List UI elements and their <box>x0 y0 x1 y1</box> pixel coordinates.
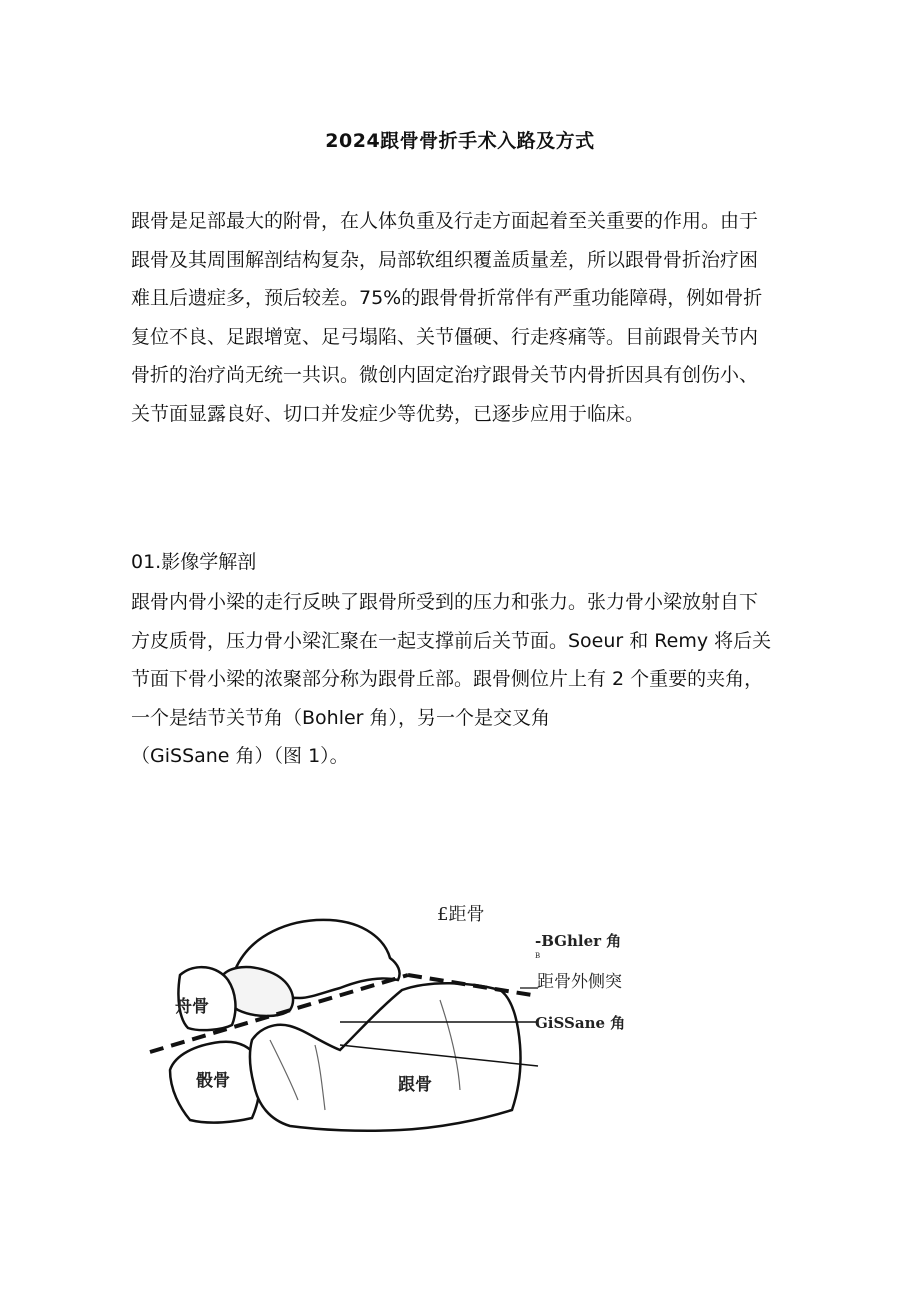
text-line: 方皮质骨，压力骨小梁汇聚在一起支撑前后关节面。Soeur 和 Remy 将后关 <box>131 629 772 652</box>
text-line: 关节面显露良好、切口并发症少等优势，已逐步应用于临床。 <box>131 402 645 425</box>
label-talus: £距骨 <box>437 904 485 925</box>
label-b-mark: B <box>535 952 541 960</box>
intro-paragraph <box>131 202 811 433</box>
label-navicular: 舟骨 <box>175 997 209 1017</box>
label-calcaneus: 跟骨 <box>398 1075 432 1095</box>
text-line: 复位不良、足跟增宽、足弓塌陷、关节僵硬、行走疼痛等。目前跟骨关节内 <box>131 325 759 348</box>
text-line: 跟骨内骨小梁的走行反映了跟骨所受到的压力和张力。张力骨小梁放射自下 <box>131 591 759 613</box>
text-line: 一个是结节关节角（Bohler 角），另一个是交叉角 <box>131 706 551 729</box>
label-lateral-process: 距骨外侧突 <box>537 972 622 992</box>
text-line: （GiSSane 角）（图 1）。 <box>131 745 349 767</box>
text-line: 难且后遗症多，预后较差。75%的跟骨骨折常伴有严重功能障碍，例如骨折 <box>131 287 763 309</box>
calcaneus-figure <box>140 880 660 1140</box>
text-line: 跟骨及其周围解剖结构复杂，局部软组织覆盖质量差，所以跟骨骨折治疗困 <box>131 248 759 271</box>
label-gissane-angle: GiSSane 角 <box>535 1014 626 1032</box>
section-paragraph <box>131 583 811 776</box>
label-cuboid: 骰骨 <box>196 1071 230 1091</box>
text-line: 骨折的治疗尚无统一共识。微创内固定治疗跟骨关节内骨折因具有创伤小、 <box>131 364 759 386</box>
foot-bone-illustration <box>140 880 660 1140</box>
text-line: 跟骨是足部最大的附骨，在人体负重及行走方面起着至关重要的作用。由于 <box>131 210 759 232</box>
label-bohler-angle: -BGhler 角 <box>535 932 622 950</box>
text-line: 节面下骨小梁的浓聚部分称为跟骨丘部。跟骨侧位片上有 2 个重要的夹角， <box>131 668 764 690</box>
document-title: 2024跟骨骨折手术入路及方式 <box>325 130 595 152</box>
section-heading: 01.影像学解剖 <box>131 551 257 573</box>
